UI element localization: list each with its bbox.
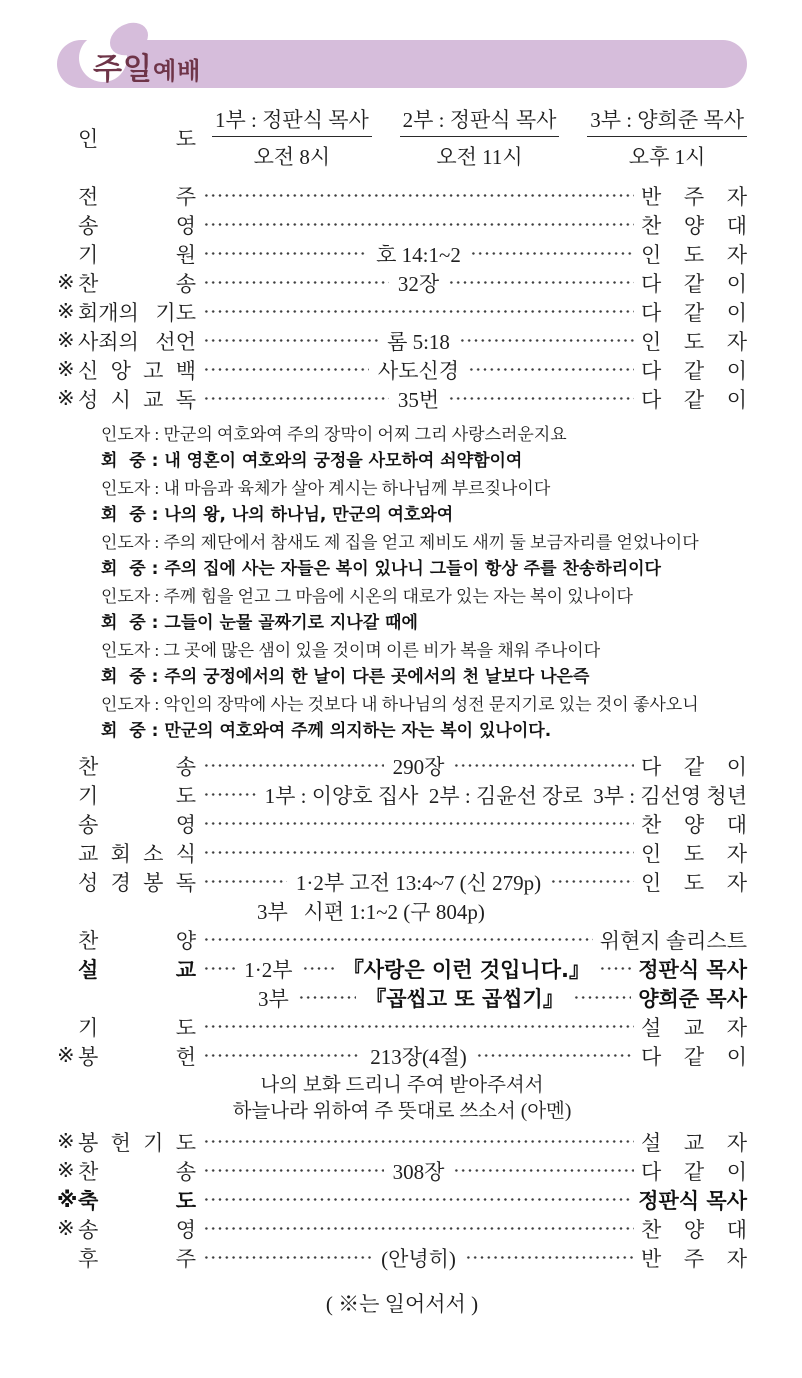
order-row [57, 751, 747, 780]
row-right: 찬 양 대 [641, 812, 747, 837]
row-center: 308장 [392, 1159, 445, 1184]
row-label: 회개의 기도 [78, 300, 196, 325]
order-row-continuation [57, 896, 747, 925]
row-center: 35번 [397, 387, 440, 412]
row-center: 1·2부 고전 13:4~7 (신 279p) [295, 870, 542, 895]
row-label: 인 도 [78, 126, 196, 151]
page-title-sub: 예배 [152, 57, 202, 85]
dotted-leader [298, 987, 356, 1008]
reading-line: 인도자 : 주께 힘을 얻고 그 마음에 시온의 대로가 있는 자는 복이 있나이다 [101, 587, 633, 606]
row-center: 호 14:1~2 [376, 242, 461, 267]
order-row [57, 1041, 747, 1070]
row-label: 전 주 [78, 184, 196, 209]
order-row [57, 780, 747, 809]
dotted-leader [203, 359, 369, 380]
row-right: 다 같 이 [641, 1044, 747, 1069]
reading-line: 인도자 : 주의 제단에서 참새도 제 집을 얻고 제비도 새끼 둘 보금자리를 얻었나이다 [101, 533, 699, 552]
row-label: 기 원 [78, 242, 196, 267]
verse-line: 하늘나라 위하여 주 뜻대로 쓰소서 (아멘) [232, 1101, 572, 1122]
dotted-leader [203, 929, 593, 950]
reading-line: 인도자 : 내 마음과 육체가 살아 계시는 하나님께 부르짖나이다 [101, 479, 551, 498]
row-label: 사죄의 선언 [78, 329, 196, 354]
row-label: 기 도 [78, 1015, 196, 1040]
dotted-leader [203, 784, 258, 805]
dotted-leader [448, 272, 634, 293]
row-right: 설 교 자 [641, 1130, 747, 1155]
leader-time: 오전 11시 [436, 145, 523, 169]
sermon-part: 3부 [258, 986, 289, 1011]
header-bar [57, 40, 747, 88]
row-right: 다 같 이 [641, 754, 748, 779]
dotted-leader [468, 359, 634, 380]
reading-line: 회 중 : 주의 궁정에서의 한 날이 다른 곳에서의 천 날보다 나은즉 [101, 667, 590, 687]
row-marker: ※ [57, 386, 75, 410]
row-label: 기 도 [78, 783, 196, 808]
dotted-leader [203, 1016, 634, 1037]
row-marker: ※ [57, 357, 75, 381]
dotted-leader [203, 330, 378, 351]
dotted-leader [203, 871, 287, 892]
row-label: 찬 송 [78, 1159, 196, 1184]
row-center: 290장 [392, 754, 445, 779]
row-right: 위현지 솔리스트 [599, 928, 747, 953]
row-label: 찬 송 [78, 754, 196, 779]
row-label: 설 교 [78, 957, 196, 982]
row-label: 찬 송 [78, 271, 196, 296]
row-right: 정판식 목사 [638, 957, 748, 982]
row-label: 봉 헌 기 도 [78, 1130, 196, 1155]
dotted-leader [203, 958, 235, 979]
leader-name: 2부 : 정판식 목사 [400, 104, 560, 137]
row-marker: ※ [57, 1129, 75, 1153]
row-marker: ※ [57, 328, 75, 352]
row-right: 양희준 목사 [638, 986, 748, 1011]
row-label: 봉 헌 [78, 1044, 196, 1069]
sermon-part: 1·2부 [244, 957, 293, 982]
reading-line: 회 중 : 그들이 눈물 골짜기로 지나갈 때에 [101, 613, 418, 633]
row-center: 사도신경 [377, 358, 460, 383]
order-row [57, 210, 747, 239]
dotted-leader [203, 243, 367, 264]
row-right: 다 같 이 [641, 1159, 748, 1184]
row-label: 송 영 [78, 213, 196, 238]
row-label: 성 경 봉 독 [78, 870, 196, 895]
reading-line: 인도자 : 만군의 여호와여 주의 장막이 어찌 그리 사랑스러운지요 [101, 425, 567, 444]
row-label: 송 영 [78, 812, 196, 837]
leader-time: 오후 1시 [628, 145, 706, 169]
dotted-leader [453, 1160, 634, 1181]
row-center: (안녕히) [381, 1246, 456, 1271]
reading-line: 회 중 : 나의 왕, 나의 하나님, 만군의 여호와여 [101, 505, 454, 525]
reading-line: 회 중 : 내 영혼이 여호와의 궁정을 사모하여 쇠약함이여 [101, 451, 523, 471]
row-right: 정판식 목사 [638, 1188, 747, 1213]
row-center: 롬 5:18 [387, 329, 450, 354]
verse-line: 나의 보화 드리니 주여 받아주셔서 [260, 1075, 544, 1096]
dotted-leader [448, 388, 634, 409]
order-row [57, 1214, 747, 1243]
leader-part-2 [400, 104, 560, 171]
dotted-leader [550, 871, 634, 892]
order-row [57, 925, 747, 954]
offering-hymn [57, 1070, 747, 1127]
order-row [57, 1127, 747, 1156]
order-row [57, 239, 747, 268]
dotted-leader [203, 1247, 372, 1268]
dotted-leader [465, 1247, 634, 1268]
scripture-continuation: 3부 시편 1:1~2 (구 804p) [257, 899, 485, 924]
order-row [57, 326, 747, 355]
row-label: 축 도 [78, 1188, 196, 1213]
row-right: 인 도 자 [641, 841, 747, 866]
dotted-leader [470, 243, 634, 264]
row-right: 다 같 이 [641, 387, 748, 412]
responsive-reading [57, 413, 747, 751]
row-label: 성 시 교 독 [78, 387, 196, 412]
row-right: 반 주 자 [641, 184, 747, 209]
dotted-leader [203, 1045, 361, 1066]
reading-line: 회 중 : 주의 집에 사는 자들은 복이 있나니 그들이 항상 주를 찬송하리이다 [101, 559, 661, 579]
dotted-leader [453, 755, 634, 776]
order-row [57, 355, 747, 384]
order-row [57, 1243, 747, 1272]
row-right: 설 교 자 [641, 1015, 747, 1040]
order-row [57, 181, 747, 210]
row-label: 교 회 소 식 [78, 841, 196, 866]
dotted-leader [203, 185, 634, 206]
dotted-leader [203, 388, 389, 409]
leader-part-1 [212, 104, 372, 171]
row-center: 32장 [397, 271, 440, 296]
dotted-leader [302, 958, 334, 979]
row-right: 인 도 자 [641, 242, 748, 267]
dotted-leader [203, 1189, 631, 1210]
row-marker: ※ [57, 299, 75, 323]
row-label: 후 주 [78, 1246, 196, 1271]
row-right: 인 도 자 [641, 329, 747, 354]
row-label: 송 영 [78, 1217, 196, 1242]
sermon-title: 『사랑은 이런 것입니다.』 [342, 957, 590, 982]
order-row [57, 867, 747, 896]
dotted-leader [459, 330, 634, 351]
dotted-leader [476, 1045, 634, 1066]
reading-line: 회 중 : 만군의 여호와여 주께 의지하는 자는 복이 있나이다. [101, 721, 552, 741]
row-marker: ※ [57, 1043, 75, 1067]
order-row [57, 1156, 747, 1185]
row-marker: ※ [57, 270, 75, 294]
sermon-title: 『곱씹고 또 곱씹기』 [365, 986, 564, 1011]
dotted-leader [203, 1131, 634, 1152]
reading-line: 인도자 : 악인의 장막에 사는 것보다 내 하나님의 성전 문지기로 있는 것이 좋사오니 [101, 695, 699, 714]
dotted-leader [203, 301, 634, 322]
dotted-leader [203, 272, 389, 293]
order-row [57, 838, 747, 867]
leader-groups [196, 104, 747, 171]
row-right: 반 주 자 [641, 1246, 748, 1271]
order-row [57, 954, 747, 983]
leader-time: 오전 8시 [253, 145, 331, 169]
page-title-main: 주일 [93, 52, 153, 87]
row-right: 다 같 이 [641, 300, 747, 325]
dotted-leader [203, 755, 384, 776]
order-row [57, 1012, 747, 1041]
order-row [57, 809, 747, 838]
row-center: 213장(4절) [370, 1044, 467, 1069]
row-right: 다 같 이 [641, 358, 747, 383]
prayer-leaders: 1부 : 이양호 집사 2부 : 김윤선 장로 3부 : 김선영 청년 [264, 783, 747, 808]
row-label: 신 앙 고 백 [78, 358, 196, 383]
leader-name: 3부 : 양희준 목사 [587, 104, 747, 137]
dotted-leader [573, 987, 631, 1008]
page-title [93, 44, 201, 88]
bulletin-page [0, 40, 802, 1378]
dotted-leader [203, 813, 634, 834]
row-marker: ※ [57, 1187, 78, 1212]
row-marker: ※ [57, 1216, 75, 1240]
row-right: 다 같 이 [641, 271, 748, 296]
order-row [57, 268, 747, 297]
service-leaders-row [57, 104, 747, 171]
dotted-leader [203, 842, 634, 863]
leader-name: 1부 : 정판식 목사 [212, 104, 372, 137]
row-marker: ※ [57, 1158, 75, 1182]
bulletin-content [57, 104, 747, 1318]
row-right: 찬 양 대 [641, 1217, 747, 1242]
dotted-leader [599, 958, 631, 979]
dotted-leader [203, 1160, 384, 1181]
dotted-leader [203, 214, 634, 235]
order-row [57, 1185, 747, 1214]
dotted-leader [203, 1218, 634, 1239]
order-row [57, 384, 747, 413]
row-right: 찬 양 대 [641, 213, 747, 238]
reading-line: 인도자 : 그 곳에 많은 샘이 있을 것이며 이른 비가 복을 채워 주나이다 [101, 641, 601, 660]
order-row [57, 297, 747, 326]
row-label: 찬 양 [78, 928, 196, 953]
leader-part-3 [587, 104, 747, 171]
order-row [57, 983, 747, 1012]
footnote: ( ※는 일어서서 ) [325, 1292, 479, 1316]
row-right: 인 도 자 [641, 870, 748, 895]
